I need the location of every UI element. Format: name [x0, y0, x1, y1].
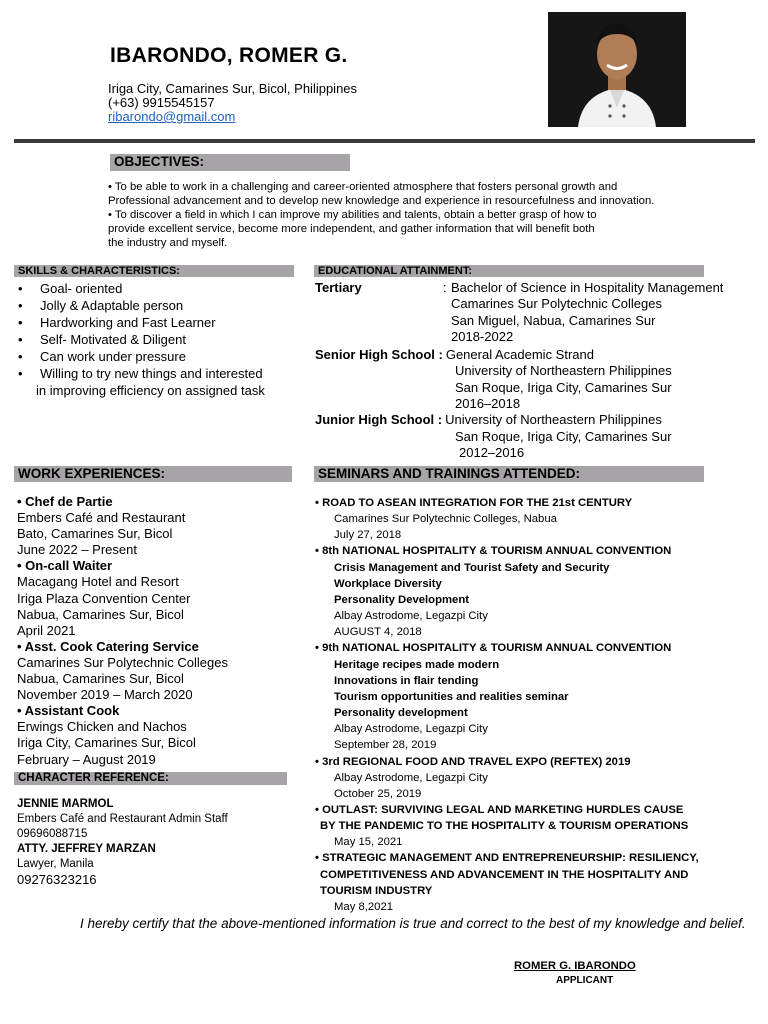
job-line: April 2021 — [17, 622, 76, 638]
seminars-section — [315, 495, 755, 915]
seminar-topic: Heritage recipes made modern — [334, 658, 500, 671]
seminar-title-cont: TOURISM INDUSTRY — [320, 884, 433, 897]
shs-years: 2016–2018 — [455, 396, 521, 412]
job-line: Bato, Camarines Sur, Bicol — [17, 526, 173, 542]
education-jhs — [315, 412, 755, 428]
job-line: Erwings Chicken and Nachos — [17, 719, 187, 735]
skill-item: • Jolly & Adaptable person — [16, 297, 263, 314]
education-tertiary — [315, 280, 755, 296]
seminar-title: • 9th NATIONAL HOSPITALITY & TOURISM ANNUAL CONVENTION — [315, 642, 672, 655]
objectives-heading: OBJECTIVES: — [110, 154, 350, 171]
certification-statement: I hereby certify that the above-mentioned information is true and correct to the best of my knowledge and belief. — [80, 916, 746, 931]
job-title: • On-call Waiter — [17, 558, 113, 574]
job-line: November 2019 – March 2020 — [17, 687, 193, 703]
seminar-title-cont: COMPETITIVENESS AND ADVANCEMENT IN THE HOSPITALITY AND — [320, 868, 689, 881]
tertiary-degree: Bachelor of Science in Hospitality Management — [451, 280, 724, 295]
shs-school: University of Northeastern Philippines — [455, 363, 672, 379]
objectives-text — [108, 180, 728, 250]
skill-item-continuation: in improving efficiency on assigned task — [36, 383, 265, 398]
tertiary-school: Camarines Sur Polytechnic Colleges — [451, 296, 662, 312]
objective-line: Professional advancement and to develop new knowledge and experience in resourcefulness and innovation. — [108, 195, 655, 207]
seminar-place: Albay Astrodome, Legazpi City — [334, 610, 488, 623]
job-line: Camarines Sur Polytechnic Colleges — [17, 654, 228, 670]
tertiary-colon: : — [443, 280, 447, 295]
seminar-title: • OUTLAST: SURVIVING LEGAL AND MARKETING HURDLES CAUSE — [315, 803, 684, 816]
seminar-topic: Innovations in flair tending — [334, 674, 479, 687]
seminar-title: • 3rd REGIONAL FOOD AND TRAVEL EXPO (REFTEX) 2019 — [315, 755, 631, 768]
job-line: June 2022 – Present — [17, 542, 137, 558]
skills-list — [16, 280, 263, 382]
seminar-date: AUGUST 4, 2018 — [334, 626, 422, 639]
reference-section — [17, 797, 307, 887]
job-line: February – August 2019 — [17, 751, 156, 767]
seminar-place: Camarines Sur Polytechnic Colleges, Nabua — [334, 513, 557, 526]
shs-location: San Roque, Iriga City, Camarines Sur — [455, 379, 672, 395]
reference-role: Lawyer, Manila — [17, 858, 94, 870]
seminar-date: May 15, 2021 — [334, 836, 403, 849]
signature-name: ROMER G. IBARONDO — [514, 960, 636, 972]
seminar-topic: Personality Development — [334, 593, 469, 606]
seminar-title: • STRATEGIC MANAGEMENT AND ENTREPRENEURSHIP: RESILIENCY, — [315, 852, 699, 865]
seminar-topic: Tourism opportunities and realities seminar — [334, 690, 569, 703]
job-title: • Assistant Cook — [17, 703, 120, 719]
skill-item: • Can work under pressure — [16, 348, 263, 365]
signature-role: APPLICANT — [556, 975, 614, 986]
seminar-title: • 8th NATIONAL HOSPITALITY & TOURISM ANNUAL CONVENTION — [315, 545, 672, 558]
applicant-name: IBARONDO, ROMER G. — [110, 44, 348, 67]
seminar-topic: Personality development — [334, 707, 468, 720]
seminar-date: September 28, 2019 — [334, 739, 437, 752]
header-divider — [14, 139, 755, 143]
seminar-topic: Crisis Management and Tourist Safety and Security — [334, 561, 610, 574]
tertiary-location: San Miguel, Nabua, Camarines Sur — [451, 312, 656, 328]
job-line: Iriga Plaza Convention Center — [17, 590, 191, 606]
job-line: Iriga City, Camarines Sur, Bicol — [17, 735, 196, 751]
address: Iriga City, Camarines Sur, Bicol, Philippines — [108, 81, 358, 96]
tertiary-label: Tertiary — [315, 280, 362, 295]
shs-label: Senior High School : — [315, 347, 443, 363]
reference-role: Embers Café and Restaurant Admin Staff — [17, 813, 228, 825]
jhs-label: Junior High School : — [315, 412, 443, 428]
jhs-school: University of Northeastern Philippines — [445, 412, 662, 428]
work-section — [17, 494, 307, 768]
objective-line: • To discover a field in which I can improve my abilities and talents, obtain a better grasp of how to — [108, 209, 597, 221]
education-heading: EDUCATIONAL ATTAINMENT: — [314, 265, 704, 277]
job-line: Macagang Hotel and Resort — [17, 574, 179, 590]
job-title: • Chef de Partie — [17, 494, 113, 509]
education-shs — [315, 347, 755, 363]
email-link[interactable]: ribarondo@gmail.com — [108, 109, 236, 124]
skills-heading: SKILLS & CHARACTERISTICS: — [14, 265, 294, 277]
seminar-date: October 25, 2019 — [334, 787, 422, 800]
profile-photo — [548, 12, 686, 127]
objective-line: • To be able to work in a challenging and career-oriented atmosphere that fosters personal growth and — [108, 181, 618, 193]
reference-name: JENNIE MARMOL — [17, 798, 114, 810]
job-title: • Asst. Cook Catering Service — [17, 638, 199, 654]
skill-item: • Goal- oriented — [16, 280, 263, 297]
seminar-topic: Workplace Diversity — [334, 577, 442, 590]
reference-heading: CHARACTER REFERENCE: — [14, 772, 287, 785]
seminar-place: Albay Astrodome, Legazpi City — [334, 771, 488, 784]
job-line: Embers Café and Restaurant — [17, 510, 186, 526]
skill-item: • Hardworking and Fast Learner — [16, 314, 263, 331]
seminar-date: May 8,2021 — [334, 900, 394, 913]
reference-phone: 09276323216 — [17, 872, 97, 887]
education-section — [315, 280, 755, 461]
seminars-heading: SEMINARS AND TRAININGS ATTENDED: — [314, 466, 704, 482]
objective-line: the industry and myself. — [108, 237, 228, 249]
seminar-date: July 27, 2018 — [334, 529, 402, 542]
seminar-place: Albay Astrodome, Legazpi City — [334, 723, 488, 736]
shs-strand: General Academic Strand — [445, 347, 594, 363]
reference-name: ATTY. JEFFREY MARZAN — [17, 843, 156, 855]
work-heading: WORK EXPERIENCES: — [14, 466, 292, 482]
contact-info — [108, 82, 357, 124]
job-line: Nabua, Camarines Sur, Bicol — [17, 671, 184, 687]
seminar-title-cont: BY THE PANDEMIC TO THE HOSPITALITY & TOURISM OPERATIONS — [320, 820, 689, 833]
reference-phone: 09696088715 — [17, 828, 88, 840]
seminar-title: • ROAD TO ASEAN INTEGRATION FOR THE 21st CENTURY — [315, 497, 633, 509]
skill-item: • Willing to try new things and interested — [16, 365, 263, 382]
skill-item: • Self- Motivated & Diligent — [16, 331, 263, 348]
tertiary-years: 2018-2022 — [451, 328, 514, 344]
phone: (+63) 9915545157 — [108, 95, 215, 110]
jhs-location: San Roque, Iriga City, Camarines Sur — [455, 428, 672, 444]
objective-line: provide excellent service, become more independent, and gather information that will benefit both — [108, 223, 595, 235]
job-line: Nabua, Camarines Sur, Bicol — [17, 606, 184, 622]
jhs-years: 2012–2016 — [459, 444, 525, 460]
